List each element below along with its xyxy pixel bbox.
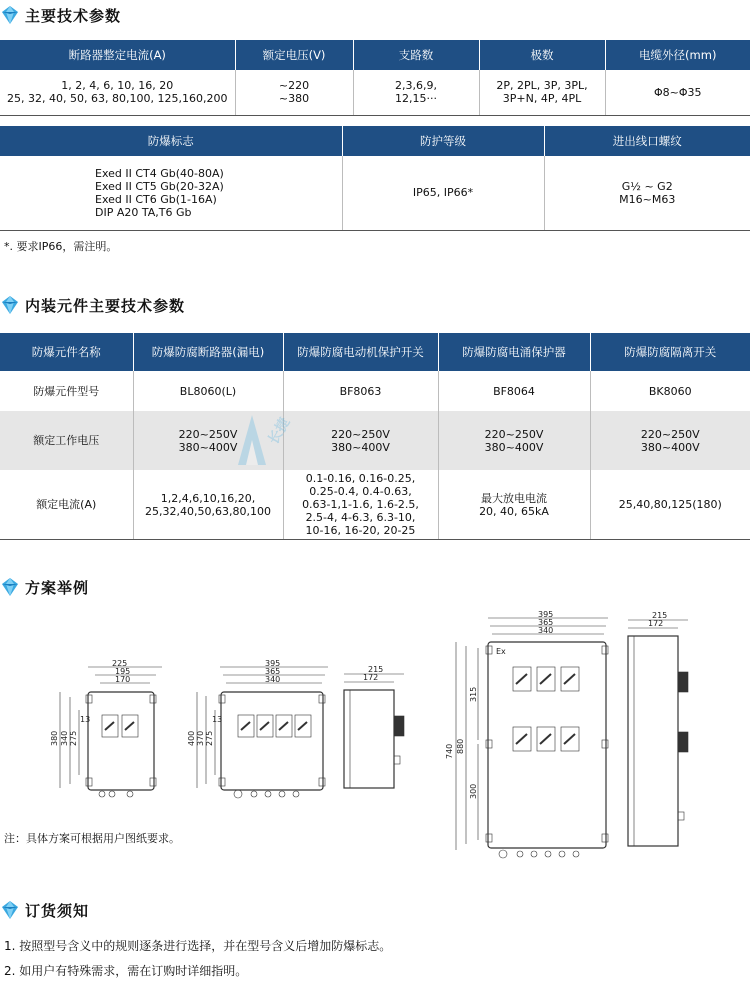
enclosure-drawing-2way	[50, 660, 170, 810]
table-cell: IP65, IP66*	[342, 156, 544, 230]
dim-label: 275	[69, 730, 78, 746]
table-cell: 0.1-0.16, 0.16-0.25, 0.25-0.4, 0.4-0.63, 0.63-1,1-1.6, 1.6-2.5, 2.5-4, 4-6.3, 6.3-10, 10-16, 16-20, 20-25	[283, 470, 438, 540]
diamond-icon	[2, 578, 18, 596]
table-cell: Φ8~Φ35	[605, 70, 750, 115]
section-title-order-notes: 订货须知	[2, 898, 89, 922]
table-cell: 2,3,6,9, 12,15···	[353, 70, 479, 115]
dim-label: 380	[50, 730, 59, 746]
watermark-logo	[232, 395, 312, 475]
dim-label: 225	[112, 659, 128, 668]
dim-label: 13	[212, 715, 223, 724]
table-header: 断路器整定电流(A)	[0, 40, 235, 70]
table-header: 防爆元件名称	[0, 333, 133, 371]
dim-label: 340	[538, 626, 554, 635]
section-title-main-params: 主要技术参数	[2, 3, 121, 27]
table-cell: 220~250V 380~400V	[438, 411, 590, 470]
dim-label: 365	[265, 667, 281, 676]
dim-label: 370	[196, 730, 205, 746]
dim-label: 880	[456, 738, 465, 754]
dim-label: 340	[60, 730, 69, 746]
dim-label: 740	[445, 743, 454, 759]
table-cell: 220~250V 380~400V	[133, 411, 283, 470]
diamond-icon	[2, 296, 18, 314]
order-item: 2. 如用户有特殊需求，需在订购时详细指明。	[4, 964, 248, 978]
table-row	[0, 470, 750, 540]
dim-label: 275	[205, 730, 214, 746]
dim-label: 395	[538, 610, 554, 619]
ip66-note: *. 要求IP66，需注明。	[4, 240, 118, 253]
table-header: 支路数	[353, 40, 479, 70]
table-header: 防爆防腐电动机保护开关	[283, 333, 438, 371]
enclosure-drawing-6way	[445, 610, 618, 872]
dim-label: 170	[115, 675, 131, 684]
custom-plan-note: 注：具体方案可根据用户图纸要求。	[4, 832, 180, 845]
table-cell: 1,2,4,6,10,16,20, 25,32,40,50,63,80,100	[133, 470, 283, 540]
enclosure-drawing-side-large	[620, 612, 695, 862]
table-cell: 1, 2, 4, 6, 10, 16, 20 25, 32, 40, 50, 63, 80,100, 125,160,200	[0, 70, 235, 115]
table-cell: BF8064	[438, 371, 590, 411]
table-header: 防爆标志	[0, 126, 342, 156]
enclosure-drawing-side-small	[338, 666, 413, 806]
table-cell: BF8063	[283, 371, 438, 411]
enclosure-drawing-4way	[187, 659, 340, 810]
dim-label: 172	[363, 673, 379, 682]
dim-label: Ex	[496, 647, 506, 656]
section-title-examples: 方案举例	[2, 575, 89, 599]
dim-label: 215	[652, 611, 668, 620]
table-cell: 220~250V 380~400V	[590, 411, 750, 470]
table-header: 极数	[479, 40, 605, 70]
main-params-table	[0, 40, 750, 116]
table-cell: G½ ~ G2 M16~M63	[544, 156, 750, 230]
dim-label: 13	[80, 715, 91, 724]
table-cell: 2P, 2PL, 3P, 3PL, 3P+N, 4P, 4PL	[479, 70, 605, 115]
table-cell: BL8060(L)	[133, 371, 283, 411]
table-header: 防爆防腐断路器(漏电)	[133, 333, 283, 371]
dim-label: 400	[187, 730, 196, 746]
component-params-table	[0, 333, 750, 540]
table-cell: 额定工作电压	[0, 411, 133, 470]
table-cell: 220~250V 380~400V	[283, 411, 438, 470]
diamond-icon	[2, 6, 18, 24]
order-item: 1. 按照型号含义中的规则逐条进行选择，并在型号含义后增加防爆标志。	[4, 939, 392, 953]
table-row	[0, 411, 750, 470]
dim-label: 195	[115, 667, 131, 676]
table-cell: BK8060	[590, 371, 750, 411]
table-cell: 额定电流(A)	[0, 470, 133, 540]
svg-text:长捷: 长捷	[265, 415, 294, 448]
dim-label: 395	[265, 659, 281, 668]
dim-label: 172	[648, 619, 664, 628]
explosion-proof-table	[0, 126, 750, 231]
table-cell: 25,40,80,125(180)	[590, 470, 750, 540]
section-title-component-params: 内装元件主要技术参数	[2, 293, 185, 317]
table-row	[0, 371, 750, 411]
dim-label: 340	[265, 675, 281, 684]
table-header: 防爆防腐隔离开关	[590, 333, 750, 371]
table-header: 进出线口螺纹	[544, 126, 750, 156]
diamond-icon	[2, 901, 18, 919]
table-header: 防护等级	[342, 126, 544, 156]
table-header: 电缆外径(mm)	[605, 40, 750, 70]
dim-label: 300	[469, 783, 478, 799]
dim-label: 215	[368, 665, 384, 674]
table-cell: 防爆元件型号	[33, 384, 100, 398]
table-header: 防爆防腐电涌保护器	[438, 333, 590, 371]
table-cell: ~220 ~380	[235, 70, 353, 115]
dim-label: 315	[469, 686, 478, 702]
table-cell: Exed II CT4 Gb(40-80A) Exed II CT5 Gb(20-32A) Exed II CT6 Gb(1-16A) DIP A20 TA,T6 Gb	[0, 156, 342, 230]
dim-label: 365	[538, 618, 554, 627]
table-header: 额定电压(V)	[235, 40, 353, 70]
table-cell: 最大放电电流 20, 40, 65kA	[438, 470, 590, 540]
